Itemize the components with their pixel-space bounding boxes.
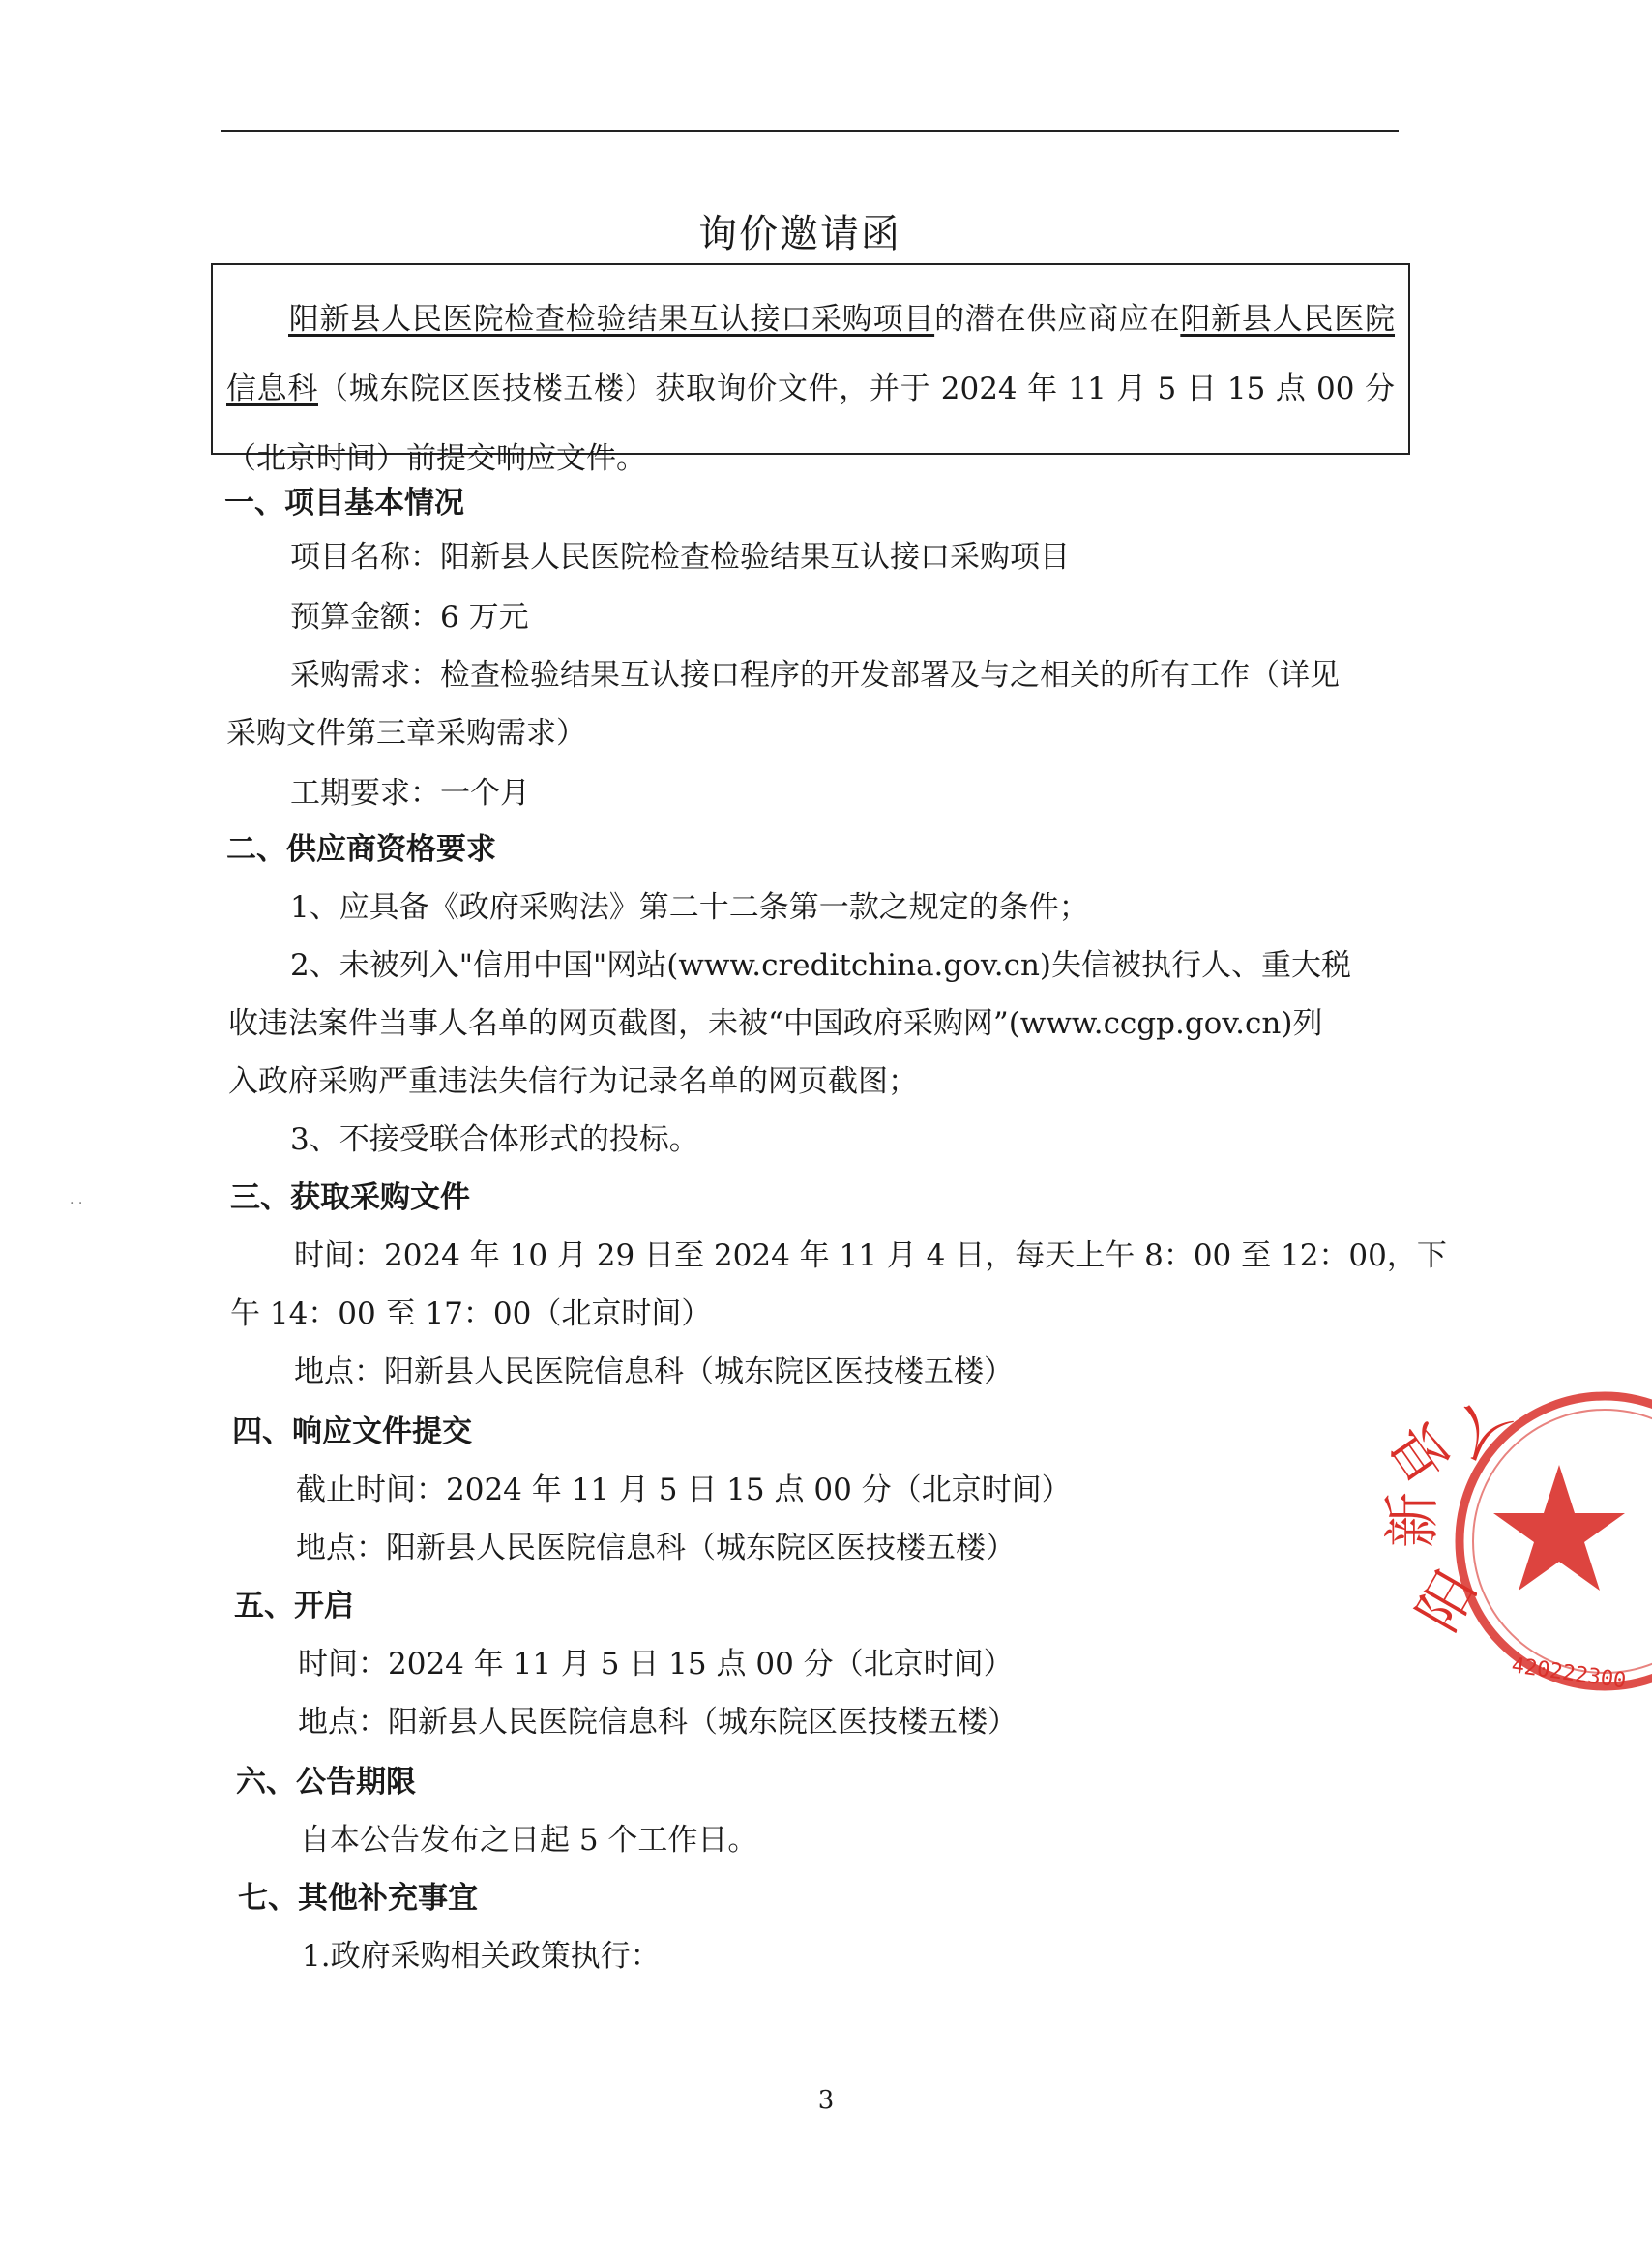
notice-text-2: （城东院区医技楼五楼）获取询价文件，并于 2024 年 11 月 5 日 15 点 00 分（北京时间）前提交响应文件。 bbox=[226, 372, 1396, 476]
section-5-heading: 五、开启 bbox=[234, 1589, 354, 1623]
notice-project-name: 阳新县人民医院检查检验结果互认接口采购项目 bbox=[288, 302, 935, 337]
seal-char: 新 bbox=[1379, 1491, 1445, 1548]
opening-place-line: 地点：阳新县人民医院信息科（城东院区医技楼五楼） bbox=[298, 1705, 1018, 1740]
requirement-line-2: 采购文件第三章采购需求） bbox=[226, 716, 586, 751]
submission-place-line: 地点：阳新县人民医院信息科（城东院区医技楼五楼） bbox=[296, 1531, 1016, 1565]
notice-location: 阳新县人民医院信息科 bbox=[226, 302, 1396, 406]
section-4-heading: 四、响应文件提交 bbox=[232, 1414, 472, 1449]
document-title: 询价邀请函 bbox=[698, 212, 901, 256]
page-number: 3 bbox=[817, 2086, 835, 2115]
qualification-item-2-line-3: 入政府采购严重违法失信行为记录名单的网页截图； bbox=[228, 1064, 918, 1099]
seal-char: 阳 bbox=[1404, 1560, 1490, 1642]
budget-line: 预算金额：6 万元 bbox=[290, 600, 529, 635]
acquire-time-line-2: 午 14：00 至 17：00（北京时间） bbox=[230, 1296, 712, 1331]
header-rule bbox=[221, 130, 1399, 132]
notice-box bbox=[211, 263, 1410, 476]
section-3-heading: 三、获取采购文件 bbox=[230, 1180, 470, 1215]
official-seal bbox=[1377, 1382, 1648, 1701]
duration-line: 工期要求：一个月 bbox=[290, 776, 530, 811]
qualification-item-2-line-1: 2、未被列入"信用中国"网站(www.creditchina.gov.cn)失信被执行人、重大税 bbox=[290, 948, 1352, 983]
seal-char: 人 bbox=[1444, 1394, 1519, 1475]
section-7-heading: 七、其他补充事宜 bbox=[238, 1881, 478, 1916]
section-1-heading: 一、项目基本情况 bbox=[224, 486, 464, 521]
seal-star-icon bbox=[1493, 1465, 1625, 1591]
seal-char: 县 bbox=[1377, 1411, 1464, 1495]
acquire-place-line: 地点：阳新县人民医院信息科（城东院区医技楼五楼） bbox=[294, 1354, 1014, 1389]
announcement-period-line: 自本公告发布之日起 5 个工作日。 bbox=[300, 1823, 758, 1858]
opening-time-line: 时间：2024 年 11 月 5 日 15 点 00 分（北京时间） bbox=[298, 1647, 1014, 1682]
qualification-item-1: 1、应具备《政府采购法》第二十二条第一款之规定的条件； bbox=[290, 890, 1089, 925]
seal-code: 420222300 bbox=[1510, 1653, 1628, 1694]
section-6-heading: 六、公告期限 bbox=[236, 1765, 416, 1800]
supplementary-item-1: 1.政府采购相关政策执行： bbox=[302, 1939, 661, 1974]
section-2-heading: 二、供应商资格要求 bbox=[226, 832, 496, 867]
submission-deadline-line: 截止时间：2024 年 11 月 5 日 15 点 00 分（北京时间） bbox=[296, 1473, 1072, 1507]
qualification-item-2-line-2: 收违法案件当事人名单的网页截图，未被“中国政府采购网”(www.ccgp.gov.cn)列 bbox=[228, 1006, 1323, 1041]
acquire-time-line-1: 时间：2024 年 10 月 29 日至 2024 年 11 月 4 日，每天上午 8：00 至 12：00，下 bbox=[294, 1238, 1447, 1273]
project-name-line: 项目名称：阳新县人民医院检查检验结果互认接口采购项目 bbox=[290, 540, 1070, 575]
margin-mark: . . bbox=[70, 1192, 83, 1207]
notice-text-1: 的潜在供应商应在 bbox=[934, 302, 1181, 337]
requirement-line-1: 采购需求：检查检验结果互认接口程序的开发部署及与之相关的所有工作（详见 bbox=[290, 658, 1340, 693]
qualification-item-3: 3、不接受联合体形式的投标。 bbox=[290, 1122, 699, 1157]
